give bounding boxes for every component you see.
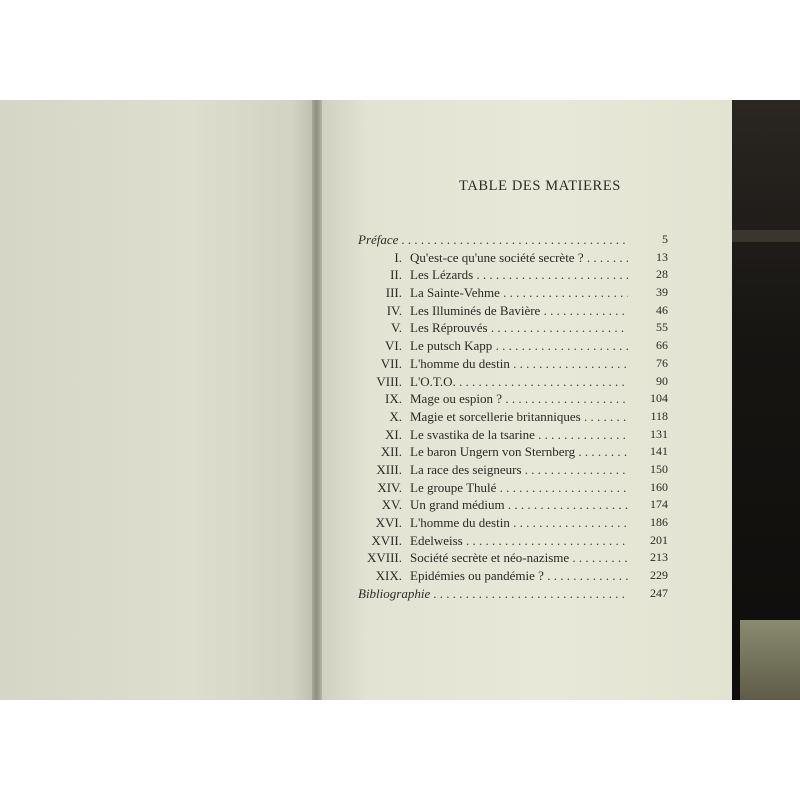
toc-entry — [348, 302, 668, 320]
toc-entry — [348, 549, 668, 567]
chapter-title: L'homme du destin . . . — [410, 355, 628, 373]
chapter-number: XVIII. — [366, 550, 402, 566]
page-number: 118 — [650, 408, 668, 423]
toc-page — [320, 100, 732, 700]
book-gutter — [312, 100, 322, 700]
chapter-number: III. — [385, 285, 402, 301]
chapter-number: VIII. — [376, 373, 402, 389]
toc-entry — [348, 231, 668, 249]
toc-entry — [348, 319, 668, 337]
toc-entry — [348, 284, 668, 302]
toc-entry — [348, 373, 668, 391]
chapter-title: Le svastika de la tsarine . . . — [410, 426, 628, 444]
toc-title: TABLE DES MATIERES — [459, 178, 621, 194]
page-number: 160 — [650, 479, 668, 494]
chapter-number: X. — [389, 408, 402, 424]
chapter-title: L'O.T.O. . . . — [410, 373, 628, 391]
page-number: 141 — [650, 444, 668, 459]
toc-entry — [348, 585, 668, 603]
background-shelf — [730, 230, 800, 242]
page-number: 229 — [650, 568, 668, 583]
background-object — [740, 620, 800, 700]
chapter-title: La Sainte-Vehme . . . — [410, 284, 628, 302]
page-number: 131 — [650, 426, 668, 441]
page-number: 28 — [656, 267, 668, 282]
chapter-number: XVI. — [375, 515, 402, 530]
toc-entry — [348, 426, 668, 444]
chapter-title: Les Lézards . . . — [410, 266, 628, 284]
page-number: 13 — [656, 249, 668, 264]
chapter-number: IX. — [385, 391, 402, 407]
toc-list — [348, 231, 668, 602]
toc-entry — [348, 249, 668, 267]
chapter-number: XVII. — [371, 532, 402, 548]
page-number: 76 — [656, 355, 668, 370]
page-number: 55 — [656, 320, 668, 335]
page-number: 186 — [650, 515, 668, 529]
open-book-photo — [0, 100, 800, 700]
chapter-number: XV. — [381, 497, 402, 513]
toc-entry — [348, 479, 668, 497]
chapter-number: VI. — [385, 338, 402, 354]
chapter-title: La race des seigneurs . . . — [410, 461, 628, 479]
left-blank-page — [0, 100, 318, 700]
toc-entry — [348, 496, 668, 514]
page-number: 201 — [650, 532, 668, 547]
toc-entry — [348, 337, 668, 355]
chapter-title: Qu'est-ce qu'une société secrète ? . . . — [410, 249, 628, 267]
chapter-title: Les Illuminés de Bavière . . . — [410, 302, 628, 320]
page-number: 213 — [650, 550, 668, 565]
chapter-title: Edelweiss . . . — [410, 532, 628, 550]
chapter-number: II. — [390, 267, 402, 283]
chapter-title: Le putsch Kapp . . . — [410, 337, 628, 355]
page-number: 5 — [662, 232, 668, 246]
chapter-title: Les Réprouvés . . . — [410, 319, 628, 337]
chapter-title: Un grand médium . . . — [410, 496, 628, 514]
chapter-title: Epidémies ou pandémie ? . . . — [410, 567, 628, 585]
toc-entry — [348, 390, 668, 408]
chapter-number: XIV. — [377, 479, 402, 495]
page-number: 174 — [650, 497, 668, 512]
page-number: 150 — [650, 461, 668, 476]
page-number: 90 — [656, 373, 668, 388]
toc-entry — [348, 514, 668, 532]
toc-entry — [348, 266, 668, 284]
toc-entry — [348, 355, 668, 373]
toc-entry — [348, 408, 668, 426]
chapter-number: IV. — [386, 302, 402, 318]
chapter-title: Magie et sorcellerie britanniques . . . — [410, 408, 628, 426]
chapter-number: V. — [391, 320, 402, 336]
chapter-number: VII. — [380, 355, 402, 371]
chapter-number: I. — [394, 249, 402, 265]
page-number: 66 — [656, 338, 668, 353]
chapter-title: Le baron Ungern von Sternberg . . . — [410, 443, 628, 461]
page-number: 39 — [656, 285, 668, 300]
chapter-title: L'homme du destin . . . — [410, 514, 628, 532]
page-number: 46 — [656, 302, 668, 317]
toc-entry — [348, 532, 668, 550]
chapter-number: XIX. — [375, 568, 402, 584]
page-number: 104 — [650, 391, 668, 406]
toc-entry — [348, 461, 668, 479]
chapter-title: Le groupe Thulé . . . — [410, 479, 628, 497]
toc-entry — [348, 443, 668, 461]
chapter-title: Préface . . . — [358, 231, 628, 249]
chapter-number: XI. — [385, 426, 402, 442]
page-number: 247 — [650, 585, 668, 600]
toc-entry — [348, 567, 668, 585]
chapter-number: XIII. — [376, 461, 402, 477]
chapter-title: Société secrète et néo-nazisme . . . — [410, 549, 628, 567]
chapter-title: Mage ou espion ? . . . — [410, 390, 628, 408]
chapter-number: XII. — [380, 444, 402, 460]
chapter-title: Bibliographie . . . — [358, 585, 628, 603]
